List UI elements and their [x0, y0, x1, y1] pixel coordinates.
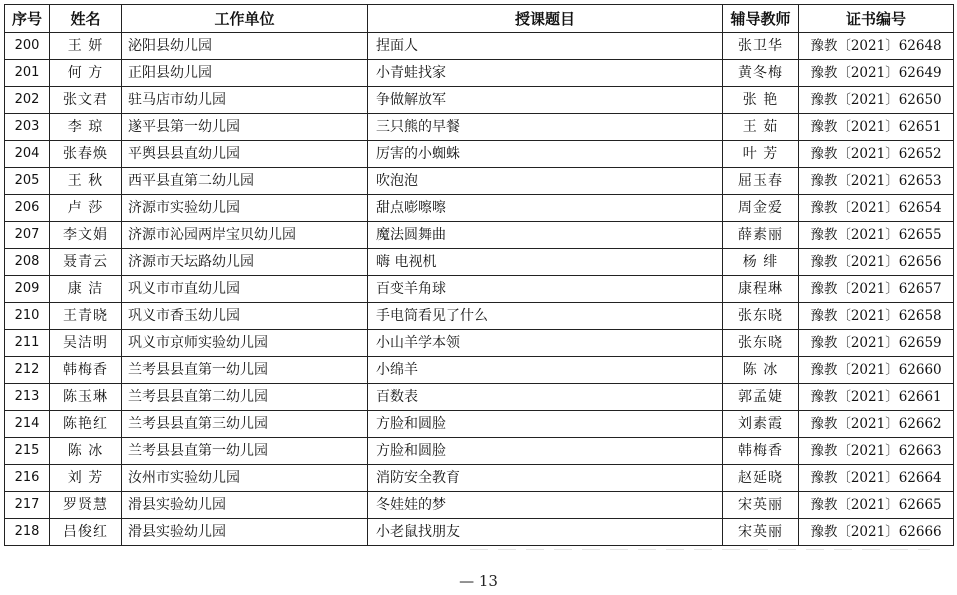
cell-index: 218 [5, 519, 50, 546]
cell-work-unit: 兰考县县直第一幼儿园 [122, 438, 368, 465]
cell-name: 王青晓 [50, 303, 122, 330]
cell-name: 王 秋 [50, 168, 122, 195]
table-row [5, 168, 954, 195]
cell-name: 王 妍 [50, 33, 122, 60]
header-work-unit: 工作单位 [122, 5, 368, 33]
cell-certificate-no: 豫教〔2021〕62655 [799, 222, 954, 249]
cell-name: 韩梅香 [50, 357, 122, 384]
cell-tutor: 韩梅香 [723, 438, 799, 465]
cell-certificate-no: 豫教〔2021〕62656 [799, 249, 954, 276]
cell-tutor: 郭孟婕 [723, 384, 799, 411]
page-number: — 13 [459, 572, 498, 590]
cell-lesson-title: 三只熊的早餐 [368, 114, 723, 141]
cell-name: 吴洁明 [50, 330, 122, 357]
cell-name: 吕俊红 [50, 519, 122, 546]
cell-tutor: 宋英丽 [723, 492, 799, 519]
cell-tutor: 张东晓 [723, 303, 799, 330]
award-roster-table [4, 4, 954, 546]
table-row [5, 60, 954, 87]
cell-index: 211 [5, 330, 50, 357]
cell-work-unit: 济源市沁园两岸宝贝幼儿园 [122, 222, 368, 249]
cell-name: 陈 冰 [50, 438, 122, 465]
faint-divider [470, 549, 930, 550]
cell-certificate-no: 豫教〔2021〕62661 [799, 384, 954, 411]
cell-index: 201 [5, 60, 50, 87]
cell-certificate-no: 豫教〔2021〕62658 [799, 303, 954, 330]
cell-tutor: 张东晓 [723, 330, 799, 357]
table-row [5, 141, 954, 168]
cell-index: 217 [5, 492, 50, 519]
table-row [5, 303, 954, 330]
cell-lesson-title: 吹泡泡 [368, 168, 723, 195]
cell-lesson-title: 争做解放军 [368, 87, 723, 114]
cell-lesson-title: 小老鼠找朋友 [368, 519, 723, 546]
cell-work-unit: 西平县直第二幼儿园 [122, 168, 368, 195]
cell-index: 212 [5, 357, 50, 384]
table-row [5, 33, 954, 60]
cell-tutor: 康程琳 [723, 276, 799, 303]
cell-tutor: 陈 冰 [723, 357, 799, 384]
cell-certificate-no: 豫教〔2021〕62664 [799, 465, 954, 492]
cell-lesson-title: 消防安全教育 [368, 465, 723, 492]
cell-tutor: 叶 芳 [723, 141, 799, 168]
cell-name: 康 洁 [50, 276, 122, 303]
cell-lesson-title: 小山羊学本领 [368, 330, 723, 357]
cell-tutor: 杨 绯 [723, 249, 799, 276]
cell-tutor: 屈玉春 [723, 168, 799, 195]
table-row [5, 492, 954, 519]
cell-tutor: 张 艳 [723, 87, 799, 114]
cell-certificate-no: 豫教〔2021〕62660 [799, 357, 954, 384]
cell-name: 何 方 [50, 60, 122, 87]
cell-certificate-no: 豫教〔2021〕62648 [799, 33, 954, 60]
cell-work-unit: 汝州市实验幼儿园 [122, 465, 368, 492]
cell-work-unit: 滑县实验幼儿园 [122, 492, 368, 519]
cell-name: 李 琼 [50, 114, 122, 141]
cell-certificate-no: 豫教〔2021〕62657 [799, 276, 954, 303]
cell-tutor: 张卫华 [723, 33, 799, 60]
cell-work-unit: 济源市实验幼儿园 [122, 195, 368, 222]
table-body [5, 33, 954, 546]
cell-work-unit: 巩义市香玉幼儿园 [122, 303, 368, 330]
cell-index: 207 [5, 222, 50, 249]
cell-lesson-title: 冬娃娃的梦 [368, 492, 723, 519]
cell-tutor: 周金爱 [723, 195, 799, 222]
cell-work-unit: 兰考县县直第二幼儿园 [122, 384, 368, 411]
cell-tutor: 王 茹 [723, 114, 799, 141]
cell-certificate-no: 豫教〔2021〕62665 [799, 492, 954, 519]
cell-certificate-no: 豫教〔2021〕62652 [799, 141, 954, 168]
cell-lesson-title: 手电筒看见了什么 [368, 303, 723, 330]
cell-lesson-title: 方脸和圆脸 [368, 411, 723, 438]
cell-index: 213 [5, 384, 50, 411]
table-row [5, 384, 954, 411]
cell-lesson-title: 嗨 电视机 [368, 249, 723, 276]
cell-name: 李文娟 [50, 222, 122, 249]
table-row [5, 195, 954, 222]
cell-index: 203 [5, 114, 50, 141]
cell-work-unit: 兰考县县直第三幼儿园 [122, 411, 368, 438]
cell-work-unit: 巩义市京师实验幼儿园 [122, 330, 368, 357]
table-row [5, 465, 954, 492]
cell-certificate-no: 豫教〔2021〕62653 [799, 168, 954, 195]
table-row [5, 519, 954, 546]
table-header-row [5, 5, 954, 33]
cell-index: 202 [5, 87, 50, 114]
cell-name: 张文君 [50, 87, 122, 114]
cell-work-unit: 驻马店市幼儿园 [122, 87, 368, 114]
table-row [5, 114, 954, 141]
cell-lesson-title: 方脸和圆脸 [368, 438, 723, 465]
cell-certificate-no: 豫教〔2021〕62651 [799, 114, 954, 141]
cell-name: 刘 芳 [50, 465, 122, 492]
cell-name: 张春焕 [50, 141, 122, 168]
cell-certificate-no: 豫教〔2021〕62663 [799, 438, 954, 465]
cell-certificate-no: 豫教〔2021〕62649 [799, 60, 954, 87]
header-tutor: 辅导教师 [723, 5, 799, 33]
cell-work-unit: 济源市天坛路幼儿园 [122, 249, 368, 276]
cell-work-unit: 兰考县县直第一幼儿园 [122, 357, 368, 384]
cell-index: 200 [5, 33, 50, 60]
cell-work-unit: 正阳县幼儿园 [122, 60, 368, 87]
cell-lesson-title: 魔法圆舞曲 [368, 222, 723, 249]
cell-name: 聂青云 [50, 249, 122, 276]
table-row [5, 222, 954, 249]
cell-lesson-title: 甜点嘭嚓嚓 [368, 195, 723, 222]
cell-certificate-no: 豫教〔2021〕62659 [799, 330, 954, 357]
cell-certificate-no: 豫教〔2021〕62650 [799, 87, 954, 114]
cell-lesson-title: 百数表 [368, 384, 723, 411]
header-certificate-no: 证书编号 [799, 5, 954, 33]
cell-tutor: 薛素丽 [723, 222, 799, 249]
cell-index: 208 [5, 249, 50, 276]
cell-work-unit: 遂平县第一幼儿园 [122, 114, 368, 141]
cell-lesson-title: 小绵羊 [368, 357, 723, 384]
cell-tutor: 赵延晓 [723, 465, 799, 492]
cell-tutor: 黄冬梅 [723, 60, 799, 87]
cell-index: 209 [5, 276, 50, 303]
cell-lesson-title: 百变羊角球 [368, 276, 723, 303]
table-row [5, 330, 954, 357]
table-row [5, 411, 954, 438]
cell-index: 205 [5, 168, 50, 195]
header-name: 姓名 [50, 5, 122, 33]
table-row [5, 438, 954, 465]
cell-index: 206 [5, 195, 50, 222]
table-row [5, 276, 954, 303]
cell-lesson-title: 捏面人 [368, 33, 723, 60]
header-index: 序号 [5, 5, 50, 33]
cell-tutor: 宋英丽 [723, 519, 799, 546]
cell-tutor: 刘素霞 [723, 411, 799, 438]
cell-index: 214 [5, 411, 50, 438]
cell-work-unit: 滑县实验幼儿园 [122, 519, 368, 546]
table-row [5, 87, 954, 114]
cell-name: 罗贤慧 [50, 492, 122, 519]
header-lesson-title: 授课题目 [368, 5, 723, 33]
cell-name: 陈艳红 [50, 411, 122, 438]
cell-certificate-no: 豫教〔2021〕62662 [799, 411, 954, 438]
cell-name: 卢 莎 [50, 195, 122, 222]
cell-index: 215 [5, 438, 50, 465]
cell-index: 204 [5, 141, 50, 168]
cell-lesson-title: 小青蛙找家 [368, 60, 723, 87]
cell-work-unit: 巩义市市直幼儿园 [122, 276, 368, 303]
cell-lesson-title: 厉害的小蜘蛛 [368, 141, 723, 168]
cell-work-unit: 平舆县县直幼儿园 [122, 141, 368, 168]
table-row [5, 357, 954, 384]
table-row [5, 249, 954, 276]
cell-work-unit: 泌阳县幼儿园 [122, 33, 368, 60]
cell-certificate-no: 豫教〔2021〕62654 [799, 195, 954, 222]
cell-certificate-no: 豫教〔2021〕62666 [799, 519, 954, 546]
cell-index: 216 [5, 465, 50, 492]
cell-name: 陈玉琳 [50, 384, 122, 411]
cell-index: 210 [5, 303, 50, 330]
